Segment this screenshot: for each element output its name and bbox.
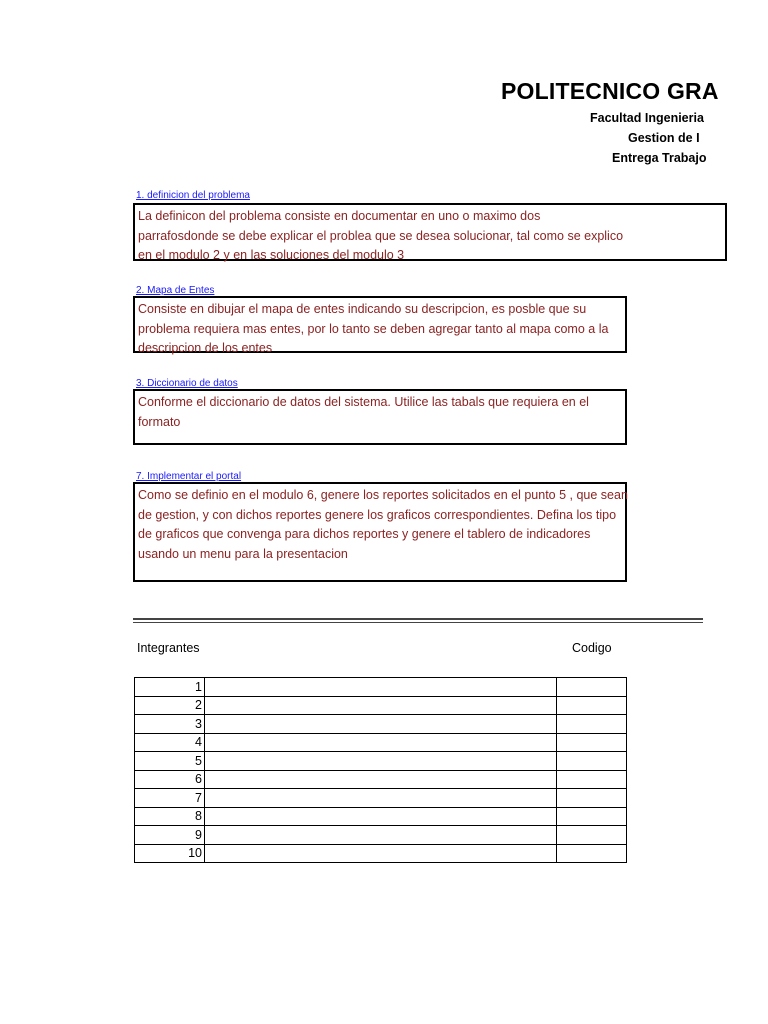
row-number: 6 <box>135 770 205 789</box>
member-code-cell[interactable] <box>557 770 627 789</box>
integrantes-label: Integrantes <box>137 641 200 655</box>
member-name-cell[interactable] <box>205 752 557 771</box>
faculty-line: Facultad Ingenieria <box>590 111 704 125</box>
member-name-cell[interactable] <box>205 807 557 826</box>
section-3-box <box>133 389 627 445</box>
member-name-cell[interactable] <box>205 826 557 845</box>
table-row <box>135 733 627 752</box>
course-line: Gestion de I <box>628 131 700 145</box>
member-code-cell[interactable] <box>557 696 627 715</box>
divider-line <box>133 618 703 620</box>
section-1-label: 1. definicion del problema <box>136 190 250 201</box>
row-number: 1 <box>135 678 205 697</box>
row-number: 8 <box>135 807 205 826</box>
member-code-cell[interactable] <box>557 826 627 845</box>
member-name-cell[interactable] <box>205 789 557 808</box>
member-code-cell[interactable] <box>557 844 627 863</box>
table-row <box>135 844 627 863</box>
section-1-line: parrafosdonde se debe explicar el problea que se desea solucionar, tal como se explico <box>138 228 624 243</box>
member-code-cell[interactable] <box>557 733 627 752</box>
member-code-cell[interactable] <box>557 807 627 826</box>
codigo-label: Codigo <box>572 641 612 655</box>
member-name-cell[interactable] <box>205 715 557 734</box>
section-2-line: Consiste en dibujar el mapa de entes indicando su descripcion, es posble que su <box>138 302 587 316</box>
delivery-line: Entrega Trabajo <box>612 151 707 165</box>
section-3-line: Conforme el diccionario de datos del sistema. Utilice las tabals que requiera en el <box>138 395 589 409</box>
table-row <box>135 826 627 845</box>
section-3-line: formato <box>138 414 181 429</box>
section-1-line: en el modulo 2 y en las soluciones del modulo 3 <box>138 248 405 262</box>
table-row <box>135 807 627 826</box>
member-code-cell[interactable] <box>557 789 627 808</box>
section-1-line: La definicon del problema consiste en documentar en uno o maximo dos <box>138 209 541 223</box>
row-number: 5 <box>135 752 205 771</box>
table-row <box>135 789 627 808</box>
row-number: 3 <box>135 715 205 734</box>
section-7-line: de graficos que convenga para dichos reportes y genere el tablero de indicadores <box>138 527 591 541</box>
section-7-box <box>133 482 627 582</box>
row-number: 10 <box>135 844 205 863</box>
member-name-cell[interactable] <box>205 733 557 752</box>
section-7-label: 7. Implementar el portal <box>136 471 242 482</box>
section-2-line: problema requiera mas entes, por lo tanto se deben agregar tanto al mapa como a la <box>138 321 609 336</box>
section-1-box <box>133 203 727 261</box>
member-code-cell[interactable] <box>557 752 627 771</box>
row-number: 7 <box>135 789 205 808</box>
section-7-line: Como se definio en el modulo 6, genere los reportes solicitados en el punto 5 , que sean <box>138 488 628 502</box>
row-number: 2 <box>135 696 205 715</box>
section-2-line: descripcion de los entes <box>138 341 273 355</box>
member-name-cell[interactable] <box>205 678 557 697</box>
table-row <box>135 715 627 734</box>
table-row <box>135 752 627 771</box>
table-row <box>135 696 627 715</box>
section-3-label: 3. Diccionario de datos <box>136 378 238 389</box>
member-name-cell[interactable] <box>205 770 557 789</box>
table-row <box>135 678 627 697</box>
members-table <box>134 677 627 863</box>
section-7-line: usando un menu para la presentacion <box>138 546 348 561</box>
table-row <box>135 770 627 789</box>
divider-line <box>133 622 703 623</box>
member-name-cell[interactable] <box>205 696 557 715</box>
section-2-label: 2. Mapa de Entes <box>136 285 215 296</box>
section-7-line: de gestion, y con dichos reportes genere los graficos correspondientes. Defina los tipo <box>138 507 617 522</box>
section-2-box <box>133 296 627 353</box>
member-code-cell[interactable] <box>557 678 627 697</box>
member-code-cell[interactable] <box>557 715 627 734</box>
row-number: 4 <box>135 733 205 752</box>
page-title: POLITECNICO GRA <box>501 78 719 104</box>
row-number: 9 <box>135 826 205 845</box>
member-name-cell[interactable] <box>205 844 557 863</box>
